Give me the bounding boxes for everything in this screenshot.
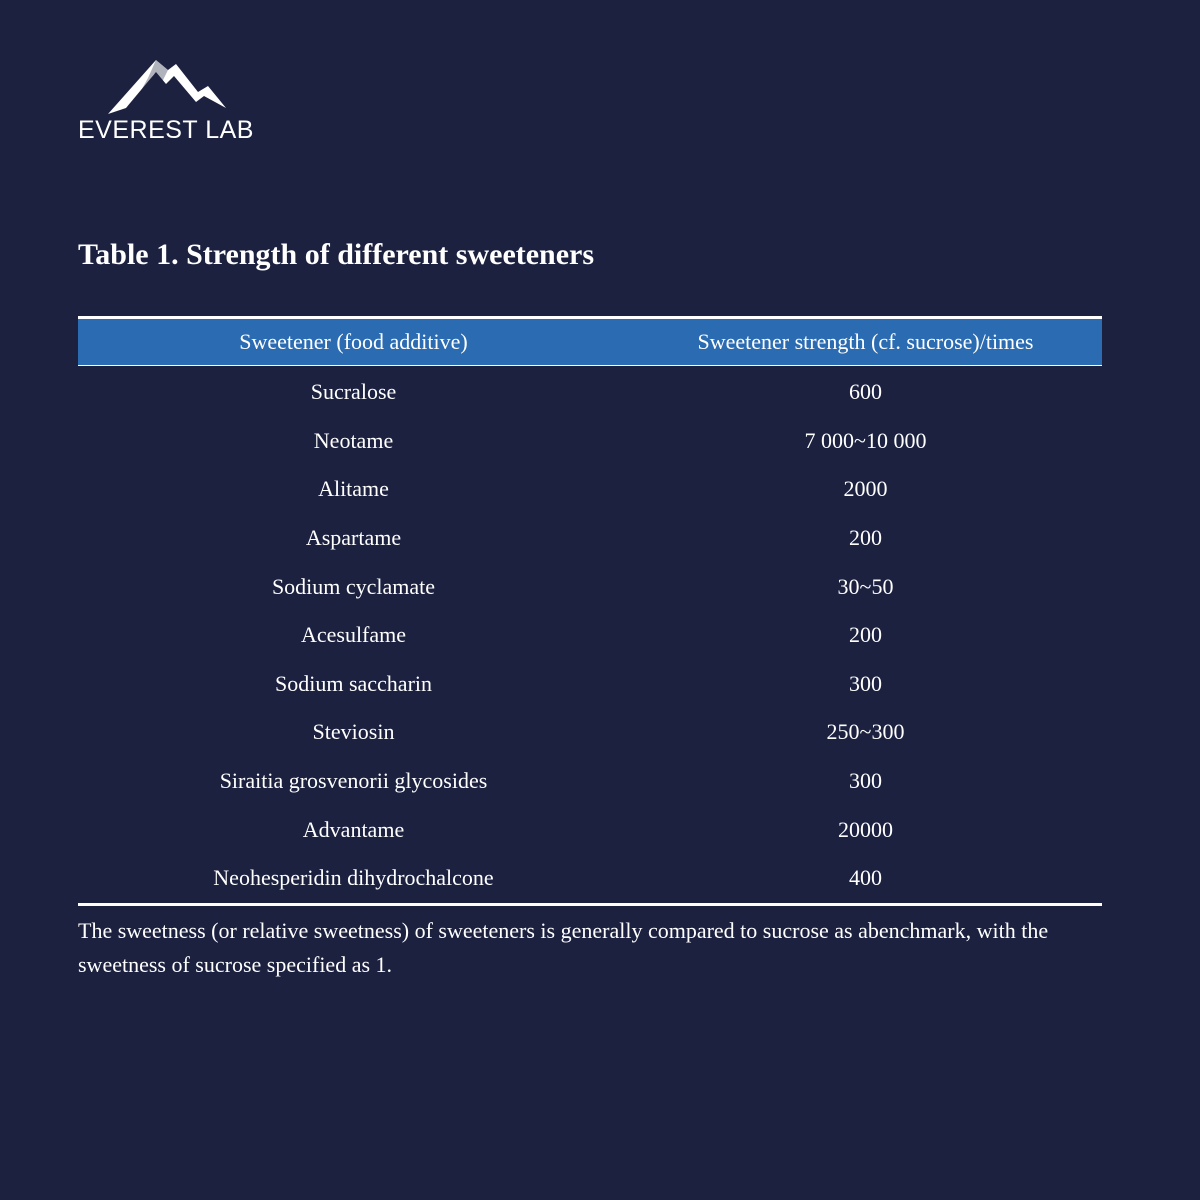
sweetener-cell: Acesulfame (300, 622, 407, 648)
sweetener-cell: Sucralose (310, 379, 397, 405)
table-row (78, 465, 1102, 514)
table-footnote: The sweetness (or relative sweetness) of sweeteners is generally compared to sucrose as abenchmark, with the sweetness of sucrose specified as 1. (78, 918, 1049, 977)
sweetener-cell: Steviosin (312, 719, 395, 745)
strength-cell: 250~300 (826, 719, 905, 745)
strength-cell: 600 (849, 379, 882, 405)
sweetener-cell: Siraitia grosvenorii glycosides (219, 768, 488, 794)
table-bottom-rule (78, 903, 1102, 906)
table-row (78, 562, 1102, 611)
table-row (78, 708, 1102, 757)
column-header-sweetener: Sweetener (food additive) (239, 329, 468, 354)
sweetener-cell: Alitame (318, 476, 389, 502)
strength-cell: 2000 (843, 476, 888, 502)
strength-cell: 20000 (838, 816, 893, 842)
strength-cell: 400 (849, 865, 882, 891)
sweetener-table (78, 316, 1102, 906)
table-row (78, 805, 1102, 854)
strength-cell: 200 (849, 622, 882, 648)
strength-cell: 200 (849, 525, 882, 551)
strength-cell: 300 (849, 768, 882, 794)
table-row (78, 611, 1102, 660)
brand-logo (78, 56, 268, 146)
strength-cell: 7 000~10 000 (804, 427, 927, 453)
table-body (78, 366, 1102, 903)
table-header (78, 319, 1102, 366)
table-row (78, 368, 1102, 417)
sweetener-cell: Neotame (313, 427, 394, 453)
column-header-strength: Sweetener strength (cf. sucrose)/times (697, 329, 1034, 354)
sweetener-cell: Aspartame (305, 525, 402, 551)
table-row (78, 514, 1102, 563)
brand-name: EVEREST LAB (78, 116, 254, 144)
table-row (78, 660, 1102, 709)
strength-cell: 300 (849, 670, 882, 696)
strength-cell: 30~50 (837, 573, 894, 599)
sweetener-cell: Sodium cyclamate (271, 573, 436, 599)
table-row (78, 417, 1102, 466)
mountain-icon (108, 56, 228, 116)
table-row (78, 757, 1102, 806)
sweetener-cell: Sodium saccharin (274, 670, 433, 696)
table-title: Table 1. Strength of different sweeteners (78, 238, 595, 271)
sweetener-cell: Neohesperidin dihydrochalcone (213, 865, 494, 891)
table-row (78, 854, 1102, 903)
sweetener-cell: Advantame (302, 816, 405, 842)
